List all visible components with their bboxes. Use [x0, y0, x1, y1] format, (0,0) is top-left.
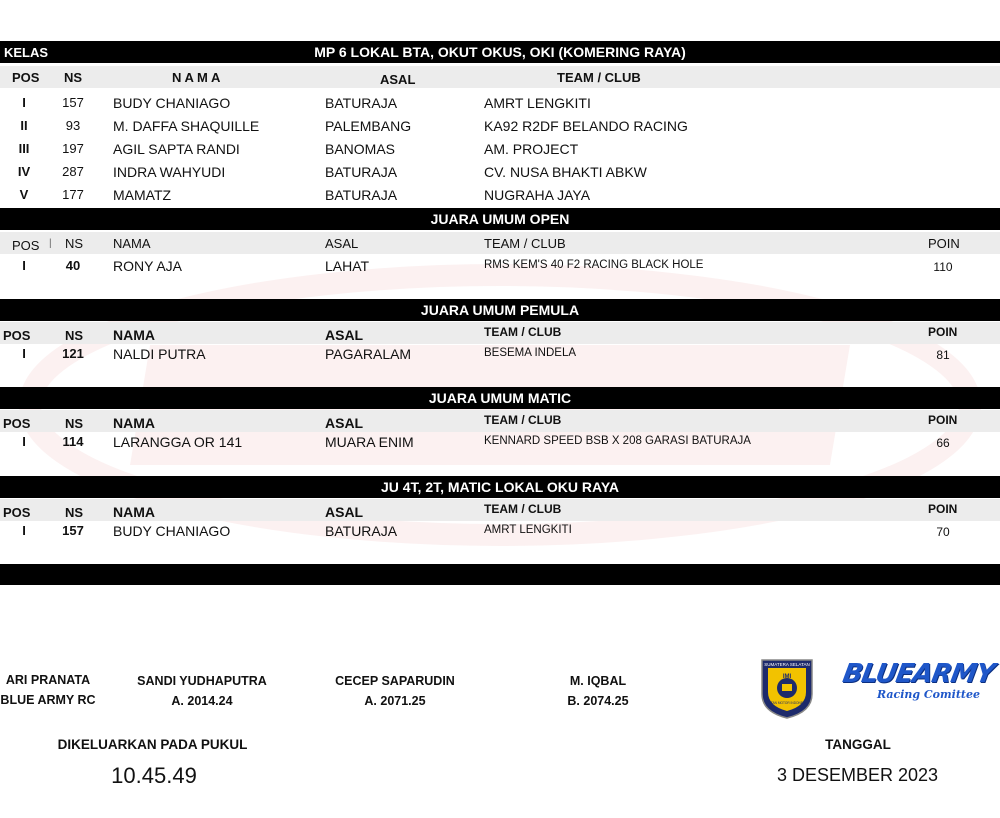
- header-nama: NAMA: [113, 504, 155, 520]
- header-asal: ASAL: [325, 415, 364, 431]
- bluearmy-logo-title: BLUEARMY: [840, 659, 997, 689]
- cell-nama: M. DAFFA SHAQUILLE: [113, 118, 260, 134]
- header-ns: NS: [64, 70, 83, 85]
- table-row: [0, 520, 1000, 543]
- header-pos: POS: [12, 238, 40, 253]
- cell-asal: PAGARALAM: [325, 346, 412, 362]
- signatory-id: A. 2071.25: [364, 694, 426, 708]
- header-poin: POIN: [928, 413, 958, 427]
- cell-pos: III: [18, 141, 30, 156]
- cell-ns: 197: [62, 141, 84, 156]
- cell-team: BESEMA INDELA: [484, 347, 577, 359]
- section-title-bar: [0, 299, 1000, 321]
- table-row: [0, 431, 1000, 454]
- column-header-row: [0, 232, 1000, 254]
- section-title-bar: [0, 476, 1000, 498]
- table-row: [0, 161, 1000, 184]
- cell-team: RMS KEM'S 40 F2 RACING BLACK HOLE: [484, 259, 704, 271]
- header-team: TEAM / CLUB: [484, 413, 562, 427]
- section-title-bar: [0, 208, 1000, 230]
- kelas-label: KELAS: [4, 45, 49, 60]
- header-pos: POS: [3, 416, 31, 431]
- cell-team: AM. PROJECT: [484, 141, 579, 157]
- header-separator: |: [49, 238, 52, 249]
- cell-team: KA92 R2DF BELANDO RACING: [484, 118, 688, 134]
- section-title: JUARA UMUM PEMULA: [420, 302, 580, 318]
- cell-pos: I: [22, 258, 26, 273]
- cell-poin: 81: [936, 348, 950, 362]
- header-nama: N A M A: [172, 70, 221, 85]
- column-header-row: [0, 499, 1000, 521]
- cell-ns: 93: [65, 118, 81, 133]
- table-row: [0, 343, 1000, 366]
- cell-nama: BUDY CHANIAGO: [113, 95, 231, 111]
- header-team: TEAM / CLUB: [484, 236, 566, 251]
- table-row: [0, 184, 1000, 207]
- column-header-row: [0, 322, 1000, 344]
- header-pos: POS: [3, 505, 31, 520]
- section-title-bar: [0, 41, 1000, 63]
- cell-ns: 157: [62, 95, 84, 110]
- cell-poin: 110: [933, 260, 953, 274]
- cell-ns: 157: [62, 523, 84, 538]
- header-ns: NS: [65, 328, 84, 343]
- bluearmy-logo: [840, 659, 997, 708]
- header-team: TEAM / CLUB: [484, 502, 562, 516]
- header-nama: NAMA: [113, 327, 155, 343]
- header-team: TEAM / CLUB: [484, 325, 562, 339]
- table-row: [0, 115, 1000, 138]
- date-value: 3 DESEMBER 2023: [776, 765, 939, 785]
- date-label: TANGGAL: [825, 737, 891, 752]
- header-asal: ASAL: [325, 504, 364, 520]
- signatory: [518, 674, 678, 708]
- section-title-bar: [0, 387, 1000, 409]
- issued-time: 10.45.49: [111, 763, 197, 788]
- section-title: JUARA UMUM MATIC: [428, 390, 572, 406]
- header-asal: ASAL: [380, 72, 416, 87]
- cell-nama: LARANGGA OR 141: [113, 434, 243, 450]
- signatory: [122, 674, 282, 708]
- signatory-id: A. 2014.24: [171, 694, 233, 708]
- header-ns: NS: [65, 505, 84, 520]
- cell-asal: MUARA ENIM: [325, 434, 414, 450]
- header-asal: ASAL: [325, 327, 364, 343]
- header-team: TEAM / CLUB: [557, 70, 641, 85]
- cell-pos: I: [22, 346, 26, 361]
- signatory: [315, 674, 475, 708]
- cell-asal: BATURAJA: [325, 164, 398, 180]
- signatory-name: CECEP SAPARUDIN: [335, 674, 455, 688]
- cell-pos: V: [19, 187, 29, 202]
- header-poin: POIN: [928, 502, 958, 516]
- cell-asal: BATURAJA: [325, 95, 398, 111]
- cell-team: KENNARD SPEED BSB X 208 GARASI BATURAJA: [484, 435, 751, 447]
- cell-asal: PALEMBANG: [325, 118, 412, 134]
- signatory: [0, 673, 96, 707]
- cell-team: AMRT LENGKITI: [484, 95, 591, 111]
- header-poin: POIN: [928, 236, 960, 251]
- cell-pos: I: [22, 95, 26, 110]
- column-header-row: [0, 410, 1000, 432]
- cell-team: CV. NUSA BHAKTI ABKW: [484, 164, 647, 180]
- cell-asal: BATURAJA: [325, 523, 398, 539]
- cell-team: NUGRAHA JAYA: [484, 187, 591, 203]
- column-header-row: [0, 66, 1000, 88]
- header-ns: NS: [65, 236, 84, 251]
- imi-logo-mid-text: IMI: [782, 674, 792, 680]
- imi-logo-top-text: SUMATERA SELATAN: [764, 662, 810, 667]
- cell-asal: BANOMAS: [325, 141, 396, 157]
- signatory-name: SANDI YUDHAPUTRA: [137, 674, 267, 688]
- cell-asal: BATURAJA: [325, 187, 398, 203]
- cell-ns: 40: [65, 258, 81, 273]
- cell-nama: BUDY CHANIAGO: [113, 523, 231, 539]
- table-row: [0, 255, 1000, 278]
- section-title: JU 4T, 2T, MATIC LOKAL OKU RAYA: [380, 479, 620, 495]
- cell-nama: NALDI PUTRA: [113, 346, 206, 362]
- issued-label: DIKELUARKAN PADA PUKUL: [57, 737, 248, 752]
- header-asal: ASAL: [325, 236, 359, 251]
- table-footer-bar: [0, 564, 1000, 585]
- table-row: [0, 92, 1000, 115]
- header-nama: NAMA: [113, 415, 155, 431]
- header-pos: POS: [3, 328, 31, 343]
- imi-logo-side-text: IKATAN MOTOR INDONESIA: [765, 701, 809, 705]
- section-title: MP 6 LOKAL BTA, OKUT OKUS, OKI (KOMERING RAYA): [314, 44, 686, 60]
- signatory-name: ARI PRANATA: [5, 673, 91, 687]
- cell-team: AMRT LENGKITI: [484, 524, 572, 536]
- cell-asal: LAHAT: [325, 258, 370, 274]
- header-ns: NS: [65, 416, 84, 431]
- cell-ns: 114: [62, 434, 84, 449]
- cell-nama: INDRA WAHYUDI: [113, 164, 226, 180]
- cell-nama: AGIL SAPTA RANDI: [113, 141, 240, 157]
- cell-pos: IV: [17, 164, 31, 179]
- imi-logo-icon: [758, 656, 816, 720]
- cell-nama: MAMATZ: [113, 187, 172, 203]
- cell-poin: 66: [936, 436, 950, 450]
- header-nama: NAMA: [113, 236, 151, 251]
- cell-pos: I: [22, 523, 26, 538]
- signatory-id: BLUE ARMY RC: [0, 693, 96, 707]
- cell-pos: I: [22, 434, 26, 449]
- section-title: JUARA UMUM OPEN: [430, 211, 570, 227]
- cell-ns: 121: [62, 346, 84, 361]
- header-pos: POS: [12, 70, 40, 85]
- cell-pos: II: [20, 118, 28, 133]
- table-row: [0, 138, 1000, 161]
- header-poin: POIN: [928, 325, 958, 339]
- bluearmy-logo-subtitle: Racing Comittee: [877, 688, 980, 701]
- cell-ns: 287: [62, 164, 84, 179]
- cell-nama: RONY AJA: [113, 258, 182, 274]
- cell-poin: 70: [936, 525, 950, 539]
- cell-ns: 177: [62, 187, 84, 202]
- signatory-id: B. 2074.25: [567, 694, 629, 708]
- signatory-name: M. IQBAL: [569, 674, 627, 688]
